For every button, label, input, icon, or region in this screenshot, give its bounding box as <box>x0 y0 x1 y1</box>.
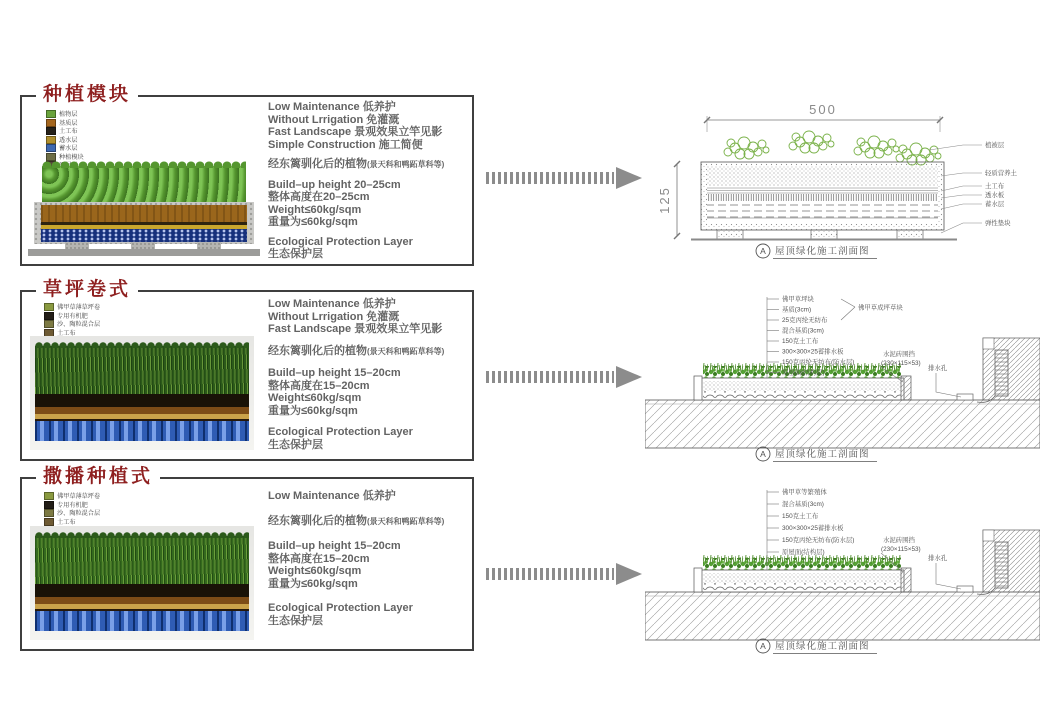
legend-label: 沙、陶粒混合层 <box>57 510 101 517</box>
spec-line: Build–up height 15–20cm <box>268 540 401 552</box>
arrow-to-drawing-2 <box>486 366 642 388</box>
legend-label: 植物层 <box>59 111 78 118</box>
brick-label: 水泥砖围挡 <box>883 537 915 544</box>
legend-item <box>46 110 87 119</box>
layer-label: 佛甲草坪块 <box>782 296 814 304</box>
feature-line: Low Maintenance 低养护 <box>268 101 396 113</box>
layer-label: 300×300×25蓄排水板 <box>782 348 844 356</box>
layer-label: 150克丙纶无纺布(防水层) <box>782 537 855 545</box>
broadcast-seeding-illustration <box>30 526 254 640</box>
feature-line: Simple Construction 施工简便 <box>268 138 423 151</box>
layer-label: 轻质营养土 <box>985 170 1017 177</box>
plants-note: 经东篱驯化后的植物 <box>268 344 367 357</box>
side-leader <box>841 299 855 320</box>
legend-swatch <box>44 492 54 500</box>
legend-item <box>44 303 106 312</box>
brick-dim-label: (230×115×53) <box>881 546 921 553</box>
arrow-to-drawing-1 <box>486 167 642 189</box>
legend-label: 佛甲草薄草坪卷 <box>57 493 101 500</box>
feature-line: Without Lrrigation 免灌溉 <box>268 113 400 126</box>
caption-letter: A <box>760 246 766 256</box>
drainage-tray-graphic <box>35 611 249 631</box>
legend-item <box>44 320 106 329</box>
layer-label: 原屋面(结构层) <box>782 369 825 377</box>
substrate-layer-graphic <box>41 205 247 222</box>
legend-item <box>44 509 106 518</box>
drawing-caption <box>756 639 877 654</box>
feature-line: Fast Landscape 景观效果立竿见影 <box>268 126 443 138</box>
layer-label: 透水板 <box>985 192 1005 199</box>
water-storage-layer-graphic <box>41 229 247 242</box>
eco-line: 生态保护层 <box>268 438 323 451</box>
mix-layer-graphic <box>35 407 249 414</box>
features-text-broadcast-seeding <box>268 490 468 639</box>
drain-hole <box>957 394 973 400</box>
dim-height-label: 125 <box>657 186 672 214</box>
feature-line: Fast Landscape 景观效果立竿见影 <box>268 323 443 335</box>
layer-label: 弹性垫块 <box>985 220 1011 227</box>
caption-text: 屋顶绿化施工剖面图 <box>775 246 870 257</box>
spec-line: 整体高度在15–20cm <box>268 379 370 392</box>
feature-line: Low Maintenance 低养护 <box>268 490 396 502</box>
drawing-caption <box>756 244 877 259</box>
drain-channel <box>995 350 1008 396</box>
legend-swatch <box>46 144 56 152</box>
eco-line: Ecological Protection Layer <box>268 235 413 248</box>
spec-line: 重量为≤60kg/sqm <box>268 577 358 590</box>
construction-drawing-lawn-roll <box>645 288 1040 463</box>
layer-label: 25克丙纶无纺布 <box>782 317 828 325</box>
layer-label: 原屋面(结构层) <box>782 549 825 557</box>
feature-line: Low Maintenance 低养护 <box>268 298 396 310</box>
legend-label: 种植模块 <box>59 154 84 161</box>
planting-bed <box>694 552 911 592</box>
brick-edging <box>901 376 911 400</box>
parapet-wall <box>957 338 1040 402</box>
legend-label: 土工布 <box>57 519 76 526</box>
grass-layer-graphic <box>35 346 249 394</box>
layer-label: 蓄水层 <box>985 201 1005 208</box>
feature-line: Without Lrrigation 免灌溉 <box>268 310 400 323</box>
legend-label: 基质层 <box>59 120 78 127</box>
spec-line: 重量为≤60kg/sqm <box>268 216 358 228</box>
mix-layer-graphic <box>35 597 249 604</box>
spec-line: Weight≤60kg/sqm <box>268 392 362 404</box>
legend-swatch <box>44 303 54 311</box>
legend-swatch <box>46 119 56 127</box>
eco-line: 生态保护层 <box>268 248 323 260</box>
drain-label: 排水孔 <box>928 365 948 372</box>
construction-drawing-module <box>645 88 1040 263</box>
layer-label: 混合基质(3cm) <box>782 501 824 509</box>
caption-text: 屋顶绿化施工剖面图 <box>775 449 870 460</box>
roof-slab <box>645 592 1040 640</box>
plant-layer-graphic <box>42 166 246 206</box>
legend-item <box>44 492 106 501</box>
legend-label: 透水层 <box>59 137 78 144</box>
legend-label: 土工布 <box>59 128 78 135</box>
legend-swatch <box>44 320 54 328</box>
eco-line: Ecological Protection Layer <box>268 426 413 438</box>
legend-swatch <box>44 509 54 517</box>
plants-note-detail: (景天科和鸭跖草科等) <box>367 160 445 169</box>
caption-letter: A <box>760 449 766 459</box>
spec-line: 重量为≤60kg/sqm <box>268 404 358 417</box>
module-cross-section <box>691 162 957 240</box>
legend-label: 土工布 <box>57 330 76 337</box>
layer-label: 150克土工布 <box>782 338 819 346</box>
plants-sketch <box>724 131 941 165</box>
legend-item <box>46 144 87 153</box>
roof-base-graphic <box>28 249 260 256</box>
module-container-graphic <box>34 202 254 244</box>
section-title-planting-module: 种植模块 <box>36 84 138 106</box>
lawn-roll-illustration <box>30 336 254 450</box>
layer-label: 土工布 <box>985 183 1005 190</box>
spec-line: Weight≤60kg/sqm <box>268 203 362 216</box>
spec-line: 整体高度在15–20cm <box>268 552 370 565</box>
legend-label: 专用有机肥 <box>57 502 88 509</box>
caption-letter: A <box>760 641 766 651</box>
arrow-head-icon <box>616 167 642 189</box>
legend-label: 佛甲草薄草坪卷 <box>57 304 101 311</box>
arrow-head-icon <box>616 563 642 585</box>
legend-label: 蓄水层 <box>59 145 78 152</box>
legend-swatch <box>44 518 54 526</box>
layer-label: 基质(3cm) <box>782 306 812 314</box>
construction-drawing-broadcast <box>645 480 1040 655</box>
plants-note: 经东篱驯化后的植物 <box>268 514 367 527</box>
legend-label: 沙、陶粒混合层 <box>57 321 101 328</box>
eco-line: 生态保护层 <box>268 614 323 627</box>
drain-label: 排水孔 <box>928 555 948 562</box>
drain-channel <box>995 542 1008 588</box>
layer-label: 植被层 <box>985 142 1005 149</box>
plants-note-detail: (景天科和鸭跖草科等) <box>367 516 445 526</box>
layer-label: 150克土工布 <box>782 513 819 521</box>
legend-swatch <box>46 127 56 135</box>
features-text-lawn-roll <box>268 298 468 460</box>
dimension-height <box>674 161 680 239</box>
arrow-to-drawing-3 <box>486 563 642 585</box>
spec-line: 整体高度在20–25cm <box>268 191 370 203</box>
drain-hole <box>957 586 973 592</box>
dimension-width <box>704 116 943 132</box>
spec-line: Weight≤60kg/sqm <box>268 565 362 577</box>
eco-line: Ecological Protection Layer <box>268 602 413 614</box>
brick-dim-label: (230×115×53) <box>881 360 921 367</box>
brick-label: 水泥砖围挡 <box>883 351 915 358</box>
legend-label: 专用有机肥 <box>57 313 88 320</box>
features-text-planting-module <box>268 101 468 268</box>
parapet-wall <box>957 530 1040 594</box>
legend-item <box>46 127 87 136</box>
layer-label: 300×300×25蓄排水板 <box>782 525 844 533</box>
roof-slab <box>645 400 1040 448</box>
side-label: 佛甲草成坪草块 <box>858 304 903 312</box>
layer-label: 混合基质(3cm) <box>782 327 824 335</box>
organic-layer-graphic <box>35 394 249 407</box>
module-illustration <box>34 160 254 256</box>
plants-note: 经东篱驯化后的植物 <box>268 158 367 170</box>
section-title-lawn-roll: 草坪卷式 <box>36 279 138 301</box>
grass-layer-graphic <box>35 536 249 584</box>
plants-note-detail: (景天科和鸭跖草科等) <box>367 346 445 356</box>
drainage-tray-graphic <box>35 421 249 441</box>
layer-label: 150克丙纶无纺布(防水层) <box>782 359 855 367</box>
section-title-broadcast-seeding: 撒播种植式 <box>36 466 160 488</box>
legend-swatch <box>44 501 54 509</box>
layer-label: 佛甲草等繁殖体 <box>782 489 827 497</box>
legend-swatch <box>46 110 56 118</box>
drawing-caption <box>756 447 877 462</box>
spec-line: Build–up height 20–25cm <box>268 178 401 191</box>
spec-line: Build–up height 15–20cm <box>268 367 401 379</box>
arrow-head-icon <box>616 366 642 388</box>
legend-swatch <box>44 312 54 320</box>
legend-swatch <box>46 136 56 144</box>
dim-width-label: 500 <box>809 102 837 117</box>
caption-text: 屋顶绿化施工剖面图 <box>775 641 870 652</box>
organic-layer-graphic <box>35 584 249 597</box>
